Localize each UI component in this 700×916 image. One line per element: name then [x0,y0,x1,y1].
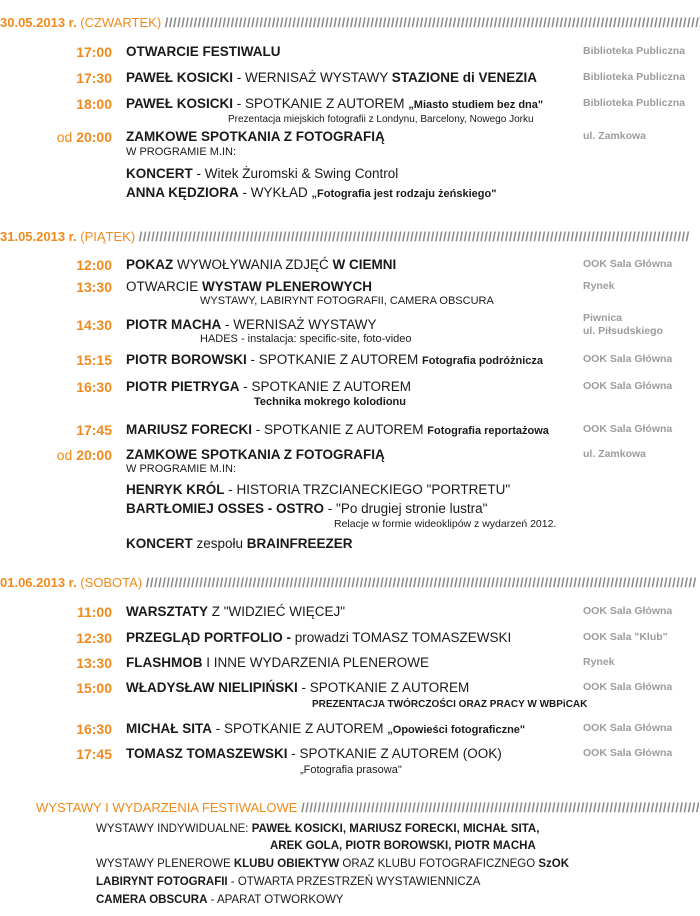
event-title: MARIUSZ FORECKI - SPOTKANIE Z AUTOREM Fotografia reportażowa [126,422,549,437]
event-location: Biblioteka Publiczna [583,45,686,57]
program-item: ANNA KĘDZIORA - WYKŁAD „Fotografia jest rodzaju żeńskiego" [126,185,497,200]
event-time: 15:15 [76,352,112,368]
event-time: 13:30 [76,279,112,295]
event-subtitle: W PROGRAMIE M.IN: [126,463,236,475]
event-time: 11:00 [76,604,112,620]
day3-weekday: (SOBOTA) [80,575,143,590]
event-time: 12:30 [76,630,112,646]
day3-date: 01.06.2013 r. [0,575,77,590]
day1-weekday: (CZWARTEK) [80,15,162,30]
event-time: od 20:00 [56,447,112,463]
event-title: PRZEGLĄD PORTFOLIO - prowadzi TOMASZ TOMASZEWSKI [126,630,512,645]
event-location: Rynek [583,656,615,668]
event-location: ul. Zamkowa [583,448,647,460]
event-time: 13:30 [76,655,112,671]
event-title: PIOTR PIETRYGA - SPOTKANIE Z AUTOREM [126,379,412,394]
event-title: PIOTR BOROWSKI - SPOTKANIE Z AUTOREM Fotografia podróżnicza [126,352,544,367]
event-time: 16:30 [76,721,112,737]
event-location: OOK Sala Główna [583,380,673,392]
festival-line: WYSTAWY PLENEROWE KLUBU OBIEKTYW ORAZ KLUBU FOTOGRAFICZNEGO SzOK [96,858,570,870]
event-location: OOK Sala Główna [583,747,673,759]
divider-slashes [165,15,700,30]
event-title: PAWEŁ KOSICKI - WERNISAŻ WYSTAWY STAZIONE di VENEZIA [126,70,538,85]
event-time: 12:00 [76,257,112,273]
event-time: 17:30 [76,70,112,86]
event-subtitle: „Fotografia prasowa" [300,764,402,776]
event-location: Rynek [583,280,615,292]
event-location: Biblioteka Publiczna [583,97,686,109]
event-time: 14:30 [76,317,112,333]
festival-line: LABIRYNT FOTOGRAFII - OTWARTA PRZESTRZEŃ WYSTAWIENNICZA [96,876,481,888]
event-time: 17:45 [76,746,112,762]
event-location: OOK Sala Główna [583,258,673,270]
event-title: WARSZTATY Z "WIDZIEĆ WIĘCEJ" [126,604,346,619]
event-title: ZAMKOWE SPOTKANIA Z FOTOGRAFIĄ [126,447,385,462]
event-time: 17:00 [76,44,112,60]
event-title: MICHAŁ SITA - SPOTKANIE Z AUTOREM „Opowieści fotograficzne" [126,721,526,736]
event-location: ul. Zamkowa [583,130,647,142]
day2-header [0,228,700,246]
day2-date: 31.05.2013 r. [0,229,77,244]
program-item: HENRYK KRÓL - HISTORIA TRZCIANECKIEGO "PORTRETU" [126,482,511,497]
event-title: OTWARCIE WYSTAW PLENEROWYCH [126,279,372,294]
day1-header [0,14,700,32]
festival-line: WYSTAWY INDYWIDUALNE: PAWEŁ KOSICKI, MARIUSZ FORECKI, MICHAŁ SITA, [96,823,540,835]
event-location: OOK Sala Główna [583,605,673,617]
event-subtitle: Technika mokrego kolodionu [254,396,406,408]
event-subtitle: HADES - instalacja: specific-site, foto-video [200,333,412,345]
event-subtitle: Prezentacja miejskich fotografii z Londynu, Barcelony, Nowego Jorku [228,114,534,125]
event-location: OOK Sala Główna [583,353,673,365]
event-location: Biblioteka Publiczna [583,71,686,83]
event-title: TOMASZ TOMASZEWSKI - SPOTKANIE Z AUTOREM (OOK) [126,746,502,761]
divider-slashes [139,229,690,244]
event-title: OTWARCIE FESTIWALU [126,44,281,59]
program-item: BARTŁOMIEJ OSSES - OSTRO - "Po drugiej stronie lustra" [126,501,488,516]
event-location: OOK Sala "Klub" [583,631,668,643]
day1-date: 30.05.2013 r. [0,15,77,30]
divider-slashes [301,800,700,815]
festival-line: AREK GOLA, PIOTR BOROWSKI, PIOTR MACHA [270,840,536,852]
event-title: ZAMKOWE SPOTKANIA Z FOTOGRAFIĄ [126,129,385,144]
event-time: 18:00 [76,96,112,112]
event-location: OOK Sala Główna [583,681,673,693]
day2-weekday: (PIĄTEK) [80,229,136,244]
program-note: Relacje w formie wideoklipów z wydarzeń 2012. [334,518,557,530]
program-item: KONCERT - Witek Żuromski & Swing Control [126,166,399,181]
festival-line: CAMERA OBSCURA - APARAT OTWORKOWY [96,894,344,906]
program-item: KONCERT zespołu BRAINFREEZER [126,536,353,551]
event-title: PAWEŁ KOSICKI - SPOTKANIE Z AUTOREM „Miasto studiem bez dna" [126,96,544,111]
event-time: 17:45 [76,422,112,438]
event-subtitle: WYSTAWY, LABIRYNT FOTOGRAFII, CAMERA OBSCURA [200,295,494,307]
festival-header [0,799,700,817]
event-title: FLASHMOB I INNE WYDARZENIA PLENEROWE [126,655,430,670]
divider-slashes [146,575,697,590]
event-subtitle: PREZENTACJA TWÓRCZOŚCI ORAZ PRACY W WBPiCAK [312,699,588,710]
event-time: od 20:00 [56,129,112,145]
event-time: 16:30 [76,379,112,395]
event-subtitle: W PROGRAMIE M.IN: [126,146,236,158]
event-title: PIOTR MACHA - WERNISAŻ WYSTAWY [126,317,377,332]
day3-header [0,574,700,592]
event-location: Piwnica ul. Piłsudskiego [583,312,663,337]
event-location: OOK Sala Główna [583,722,673,734]
event-title: WŁADYSŁAW NIELIPIŃSKI - SPOTKANIE Z AUTOREM [126,680,470,695]
event-location: OOK Sala Główna [583,423,673,435]
festival-heading: WYSTAWY I WYDARZENIA FESTIWALOWE [36,800,298,815]
event-time: 15:00 [76,680,112,696]
event-title: POKAZ WYWOŁYWANIA ZDJĘĆ W CIEMNI [126,257,397,272]
